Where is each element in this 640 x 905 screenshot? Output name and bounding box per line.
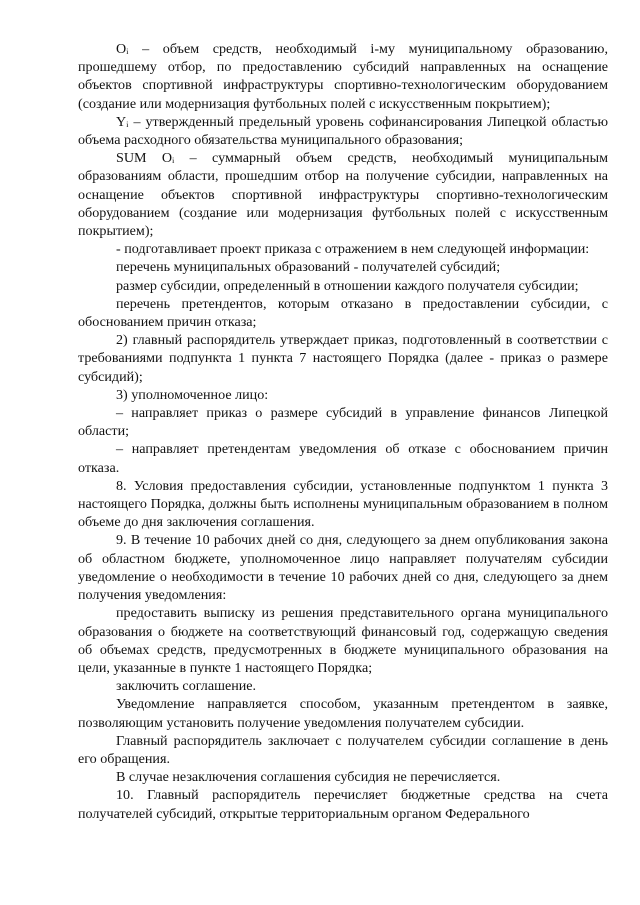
- paragraph-provide-extract: предоставить выписку из решения представительного органа муниципального образования о бюджете на соответствующий финансовый год, содержащую сведения об объемах средств, предусмотренных в бюджете муниципального образования на цели, указанные в пункте 1 настоящего Порядка;: [78, 605, 608, 676]
- paragraph-item-3: 3) уполномоченное лицо:: [116, 386, 269, 403]
- paragraph-item-2: 2) главный распорядитель утверждает приказ, подготовленный в соответствии с требованиями подпункта 1 пункта 7 настоящего Порядка (далее - приказ о размере субсидий);: [78, 332, 608, 385]
- paragraph-section-10: 10. Главный распорядитель перечисляет бюджетные средства на счета получателей субсидий, открытые территориальным органом Федерального: [78, 787, 608, 822]
- paragraph-section-9: 9. В течение 10 рабочих дней со дня, следующего за днем опубликования закона об областном бюджете, уполномоченное лицо направляет получателям субсидии уведомление о необходимости в течение 10 рабочих дней со дня, следующего за днем получения уведомления:: [78, 532, 608, 604]
- paragraph-sum-o-i-definition: SUM Oᵢ – суммарный объем средств, необходимый муниципальным образованиям области, прошедшим отбор на получение субсидии, направленных на оснащение объектов спортивной инфраструктуры спортивно-технологическим оборудованием (создание или модернизация футбольных полей с искусственным покрытием);: [78, 150, 608, 240]
- paragraph-agreement-day: Главный распорядитель заключает с получателем субсидии соглашение в день его обращения.: [78, 732, 608, 767]
- paragraph-subsidy-amount: размер субсидии, определенный в отношении каждого получателя субсидии;: [116, 277, 579, 294]
- paragraph-o-i-definition: Oᵢ – объем средств, необходимый i-му муниципальному образованию, прошедшему отбор, по предоставлению субсидий направленных на оснащение объектов спортивной инфраструктуры спортивно-технологическим оборудованием (создание или модернизация футбольных полей с искусственным покрытием);: [78, 41, 608, 112]
- paragraph-list-municipalities: перечень муниципальных образований - получателей субсидий;: [116, 259, 501, 276]
- paragraph-y-i-definition: Yᵢ – утвержденный предельный уровень софинансирования Липецкой областью объема расходного обязательства муниципального образования;: [78, 113, 608, 149]
- paragraph-no-agreement: В случае незаключения соглашения субсидия не перечисляется.: [116, 769, 501, 786]
- paragraph-send-refusals: – направляет претендентам уведомления об отказе с обоснованием причин отказа.: [78, 441, 608, 476]
- paragraph-send-order: – направляет приказ о размере субсидий в управление финансов Липецкой области;: [78, 405, 608, 440]
- paragraph-prepare-order: - подготавливает проект приказа с отражением в нем следующей информации:: [116, 241, 590, 258]
- paragraph-section-8: 8. Условия предоставления субсидии, установленные подпунктом 1 пункта 3 настоящего Порядка, должны быть исполнены муниципальным образованием в полном объеме до дня заключения соглашения.: [78, 477, 608, 531]
- paragraph-notification-method: Уведомление направляется способом, указанным претендентом в заявке, позволяющим установить получение уведомления получателем субсидии.: [78, 696, 608, 731]
- paragraph-conclude-agreement: заключить соглашение.: [116, 678, 257, 695]
- paragraph-rejected-list: перечень претендентов, которым отказано в предоставлении субсидии, с обоснованием причин отказа;: [78, 295, 608, 331]
